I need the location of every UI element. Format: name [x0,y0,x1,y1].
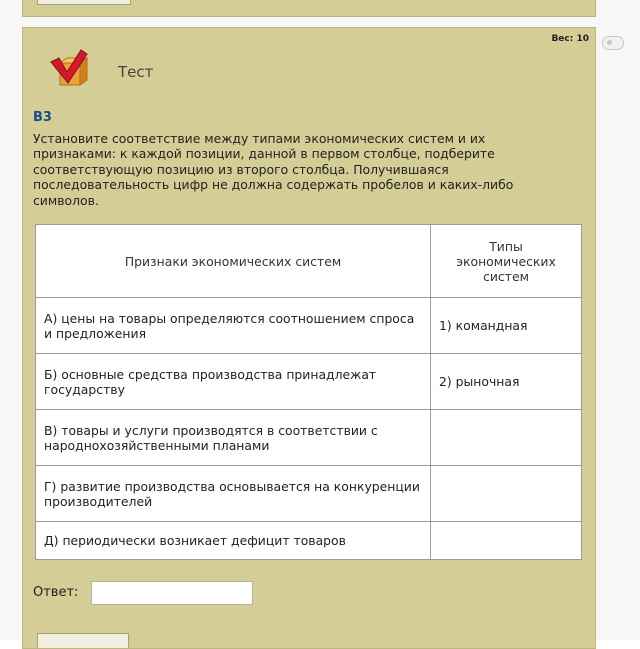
table-header-row [36,225,582,298]
feature-cell: А) цены на товары определяются соотношением спроса и предложения [36,298,431,354]
matching-table [35,224,582,560]
table-row [36,522,582,560]
question-card [22,27,596,649]
type-cell: 2) рыночная [431,354,582,410]
previous-panel-button[interactable] [37,0,131,5]
table-row [36,466,582,522]
previous-question-panel [22,0,596,17]
features-column-header: Признаки экономических систем [36,225,431,298]
test-title: Тест [118,63,154,81]
type-cell [431,466,582,522]
feature-cell: Г) развитие производства основывается на конкуренции производителей [36,466,431,522]
submit-button[interactable] [37,633,129,648]
feature-cell: Б) основные средства производства принадлежат государству [36,354,431,410]
question-code: B3 [33,110,52,125]
table-row [36,410,582,466]
feature-cell: Д) периодически возникает дефицит товаров [36,522,431,560]
toggle-icon[interactable] [602,36,624,50]
table-row [36,354,582,410]
type-cell [431,410,582,466]
question-text: Установите соответствие между типами экономических систем и их признаками: к каждой позиции, данной в первом столбце, подберите соответствующую позицию из второго столбца. Получившаяся последовательность цифр не должна содержать пробелов и каких-либо символов. [33,131,514,208]
checkmark-logo-icon [47,48,91,92]
type-cell [431,522,582,560]
table-row [36,298,582,354]
feature-cell: В) товары и услуги производятся в соответствии с народнохозяйственными планами [36,410,431,466]
types-column-header: Типы экономических систем [431,225,582,298]
answer-label: Ответ: [33,585,79,600]
answer-input[interactable] [91,581,253,605]
weight-label: Вес: 10 [551,34,589,44]
type-cell: 1) командная [431,298,582,354]
